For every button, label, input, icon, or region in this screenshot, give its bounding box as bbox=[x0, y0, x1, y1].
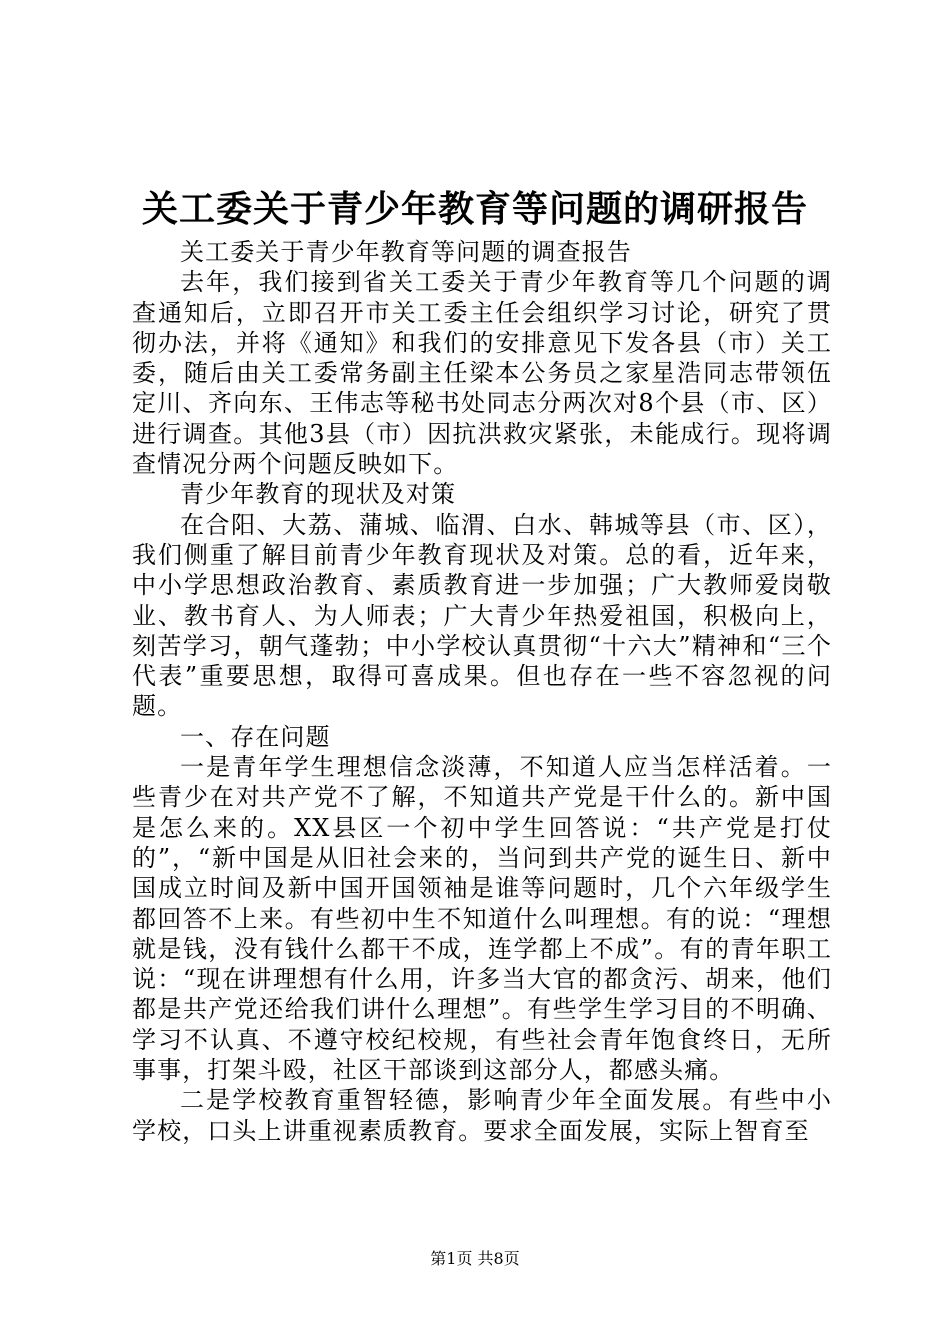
section-heading: 一、存在问题 bbox=[180, 722, 331, 751]
document-body bbox=[132, 237, 832, 1146]
document-title: 关工委关于青少年教育等问题的调研报告 bbox=[141, 188, 808, 230]
body-paragraph: 二是学校教育重智轻德，影响青少年全面发展。有些中小学校，口头上讲重视素质教育。要求全面发展，实际上智育至 bbox=[132, 1086, 832, 1145]
body-paragraph: 在合阳、大荔、蒲城、临渭、白水、韩城等县（市、区），我们侧重了解目前青少年教育现状及对策。总的看，近年来，中小学思想政治教育、素质教育进一步加强；广大教师爱岗敬业、教书育人、为人师表；广大青少年热爱祖国，积极向上，刻苦学习，朝气蓬勃；中小学校认真贯彻“十六大”精神和“三个代表”重要思想，取得可喜成果。但也存在一些不容忽视的问题。 bbox=[132, 510, 832, 721]
body-paragraph: 一是青年学生理想信念淡薄，不知道人应当怎样活着。一些青少在对共产党不了解，不知道共产党是干什么的。新中国是怎么来的。XX县区一个初中学生回答说：“共产党是打仗的”，“新中国是从旧社会来的，当问到共产党的诞生日、新中国成立时间及新中国开国领袖是谁等问题时，几个六年级学生都回答不上来。有些初中生不知道什么叫理想。有的说：“理想就是钱，没有钱什么都干不成，连学都上不成”。有的青年职工说：“现在讲理想有什么用，许多当大官的都贪污、胡来，他们都是共产党还给我们讲什么理想”。有些学生学习目的不明确、学习不认真、不遵守校纪校规，有些社会青年饱食终日，无所事事，打架斗殴，社区干部谈到这部分人，都感头痛。 bbox=[132, 753, 832, 1085]
section-heading: 青少年教育的现状及对策 bbox=[180, 480, 457, 509]
body-paragraph: 去年，我们接到省关工委关于青少年教育等几个问题的调查通知后，立即召开市关工委主任会组织学习讨论，研究了贯彻办法，并将《通知》和我们的安排意见下发各县（市）关工委，随后由关工委常务副主任梁本公务员之家星浩同志带领伍定川、齐向东、王伟志等秘书处同志分两次对8个县（市、区）进行调查。其他3县（市）因抗洪救灾紧张，未能成行。现将调查情况分两个问题反映如下。 bbox=[132, 268, 832, 479]
subtitle-paragraph: 关工委关于青少年教育等问题的调查报告 bbox=[180, 238, 632, 266]
page-number-footer: 第1页 共8页 bbox=[430, 1249, 520, 1268]
